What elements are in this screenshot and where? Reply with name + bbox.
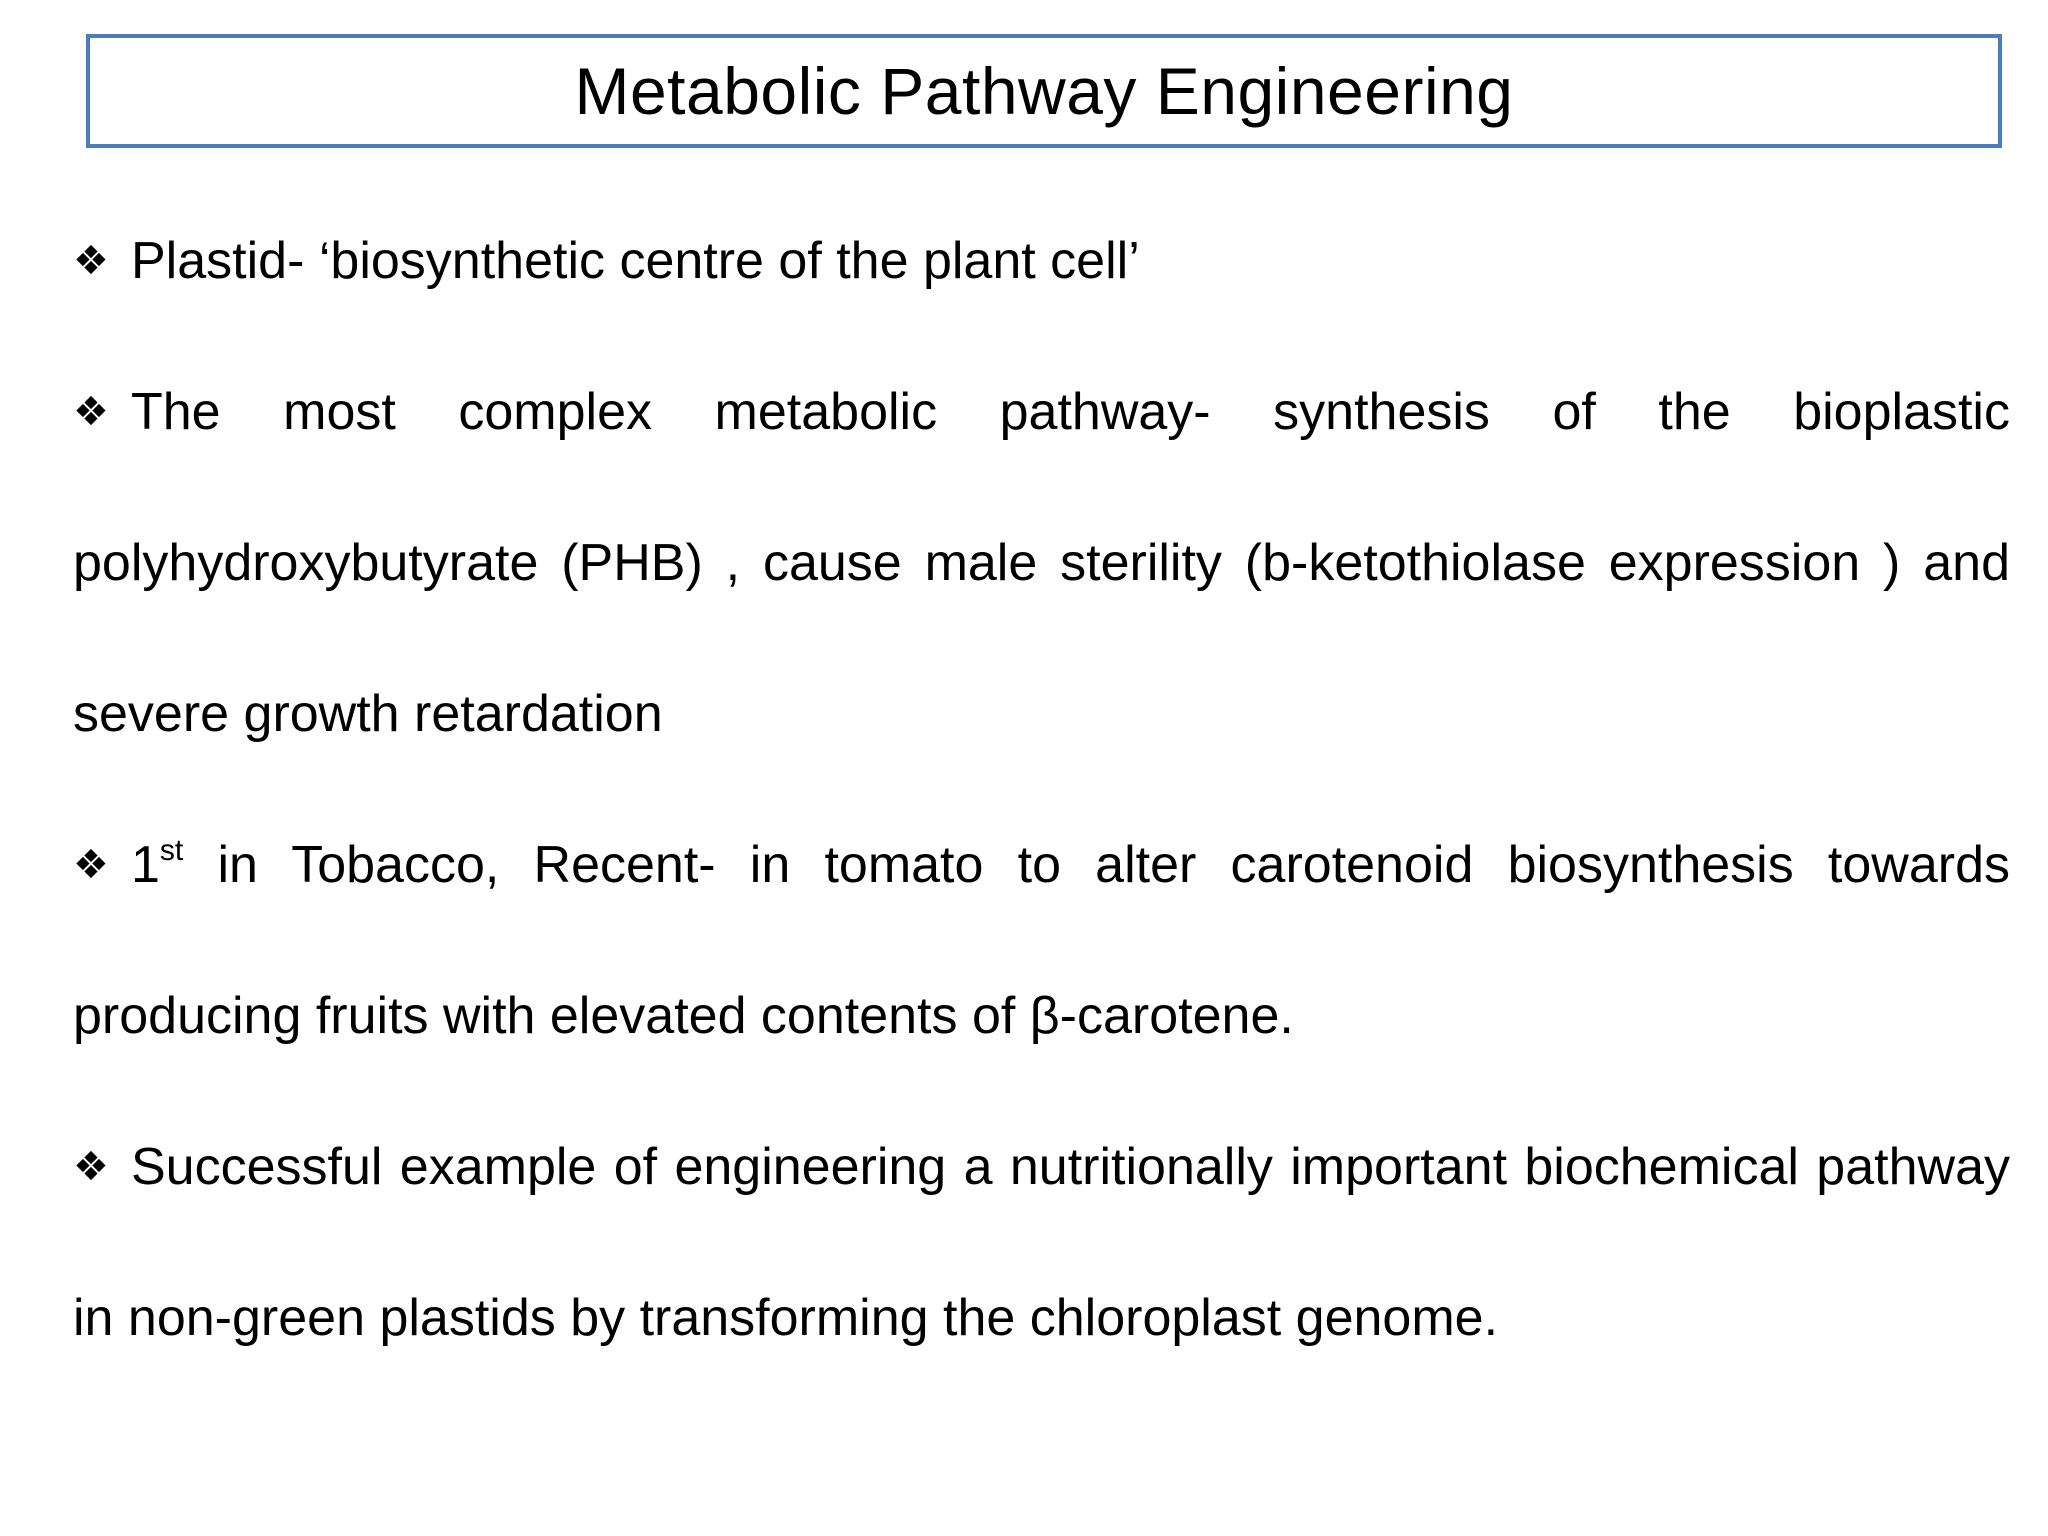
title-box <box>86 34 2002 148</box>
slide-title: Metabolic Pathway Engineering <box>574 54 1514 128</box>
superscript-st: st <box>159 834 184 867</box>
bullet-text-3: in Tobacco, Recent- in tomato to alter carotenoid biosynthesis towards producing fruits with elevated contents of β-carotene. <box>73 836 2010 1045</box>
four-diamond-bullet-icon: ❖ <box>73 390 109 434</box>
bullet-item-3 <box>73 790 2010 1092</box>
four-diamond-bullet-icon: ❖ <box>73 239 109 283</box>
four-diamond-bullet-icon: ❖ <box>73 1145 109 1189</box>
bullet-list <box>73 186 2010 1394</box>
bullet-prefix-3: 1 <box>131 836 160 894</box>
bullet-item-1 <box>73 186 2010 337</box>
bullet-item-4 <box>73 1092 2010 1394</box>
four-diamond-bullet-icon: ❖ <box>73 843 109 887</box>
bullet-text-4: Successful example of engineering a nutritionally important biochemical pathway in non-green plastids by transforming the chloroplast genome. <box>73 1138 2010 1347</box>
bullet-item-2 <box>73 337 2010 790</box>
bullet-text-2: The most complex metabolic pathway- synthesis of the bioplastic polyhydroxybutyrate (PHB) , cause male sterility (b-ketothiolase expression ) and severe growth retardation <box>73 383 2010 743</box>
bullet-text-1: Plastid- ‘biosynthetic centre of the plant cell’ <box>131 232 1140 290</box>
